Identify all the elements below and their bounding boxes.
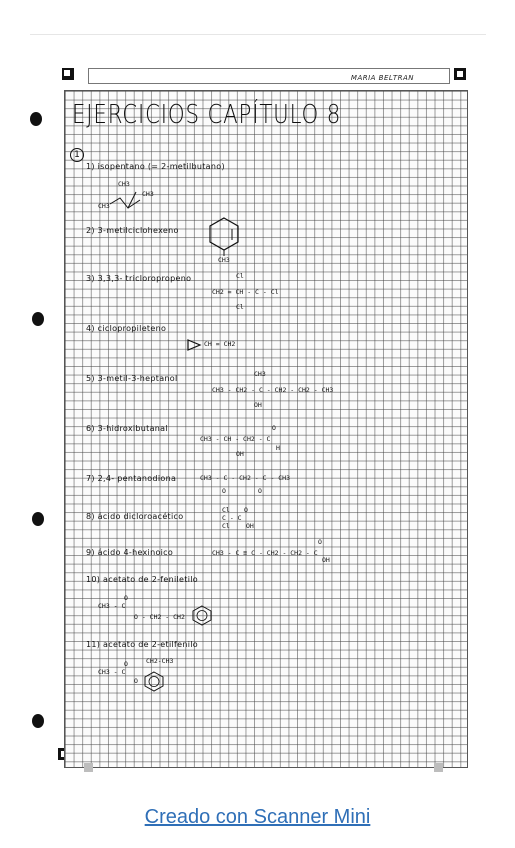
ex6-h: H	[276, 444, 280, 452]
ex8-main: C - C	[222, 514, 242, 522]
binder-hole	[30, 112, 42, 126]
ex11-o-bottom: O	[134, 677, 138, 685]
ex6-oh: OH	[236, 450, 244, 458]
binder-hole	[32, 714, 44, 728]
ex5-ch3-top: CH3	[254, 370, 266, 378]
ex1-ch3-top: CH3	[118, 180, 130, 188]
ex11-ethyl: CH2-CH3	[146, 657, 174, 665]
cyclopropane-ring	[186, 338, 204, 352]
corner-marker-top-right-icon	[454, 68, 466, 80]
exercise-1-label: 1) isopentano (= 2-metilbutano)	[86, 162, 225, 171]
footer-square-left	[84, 763, 93, 772]
created-with-scanner-mini-link[interactable]: Creado con Scanner Mini	[144, 806, 371, 828]
ex11-o-top: O	[124, 660, 128, 668]
binder-hole	[32, 312, 44, 326]
ex8-oh: OH	[246, 522, 254, 530]
ex10-chain: O - CH2 - CH2	[134, 613, 185, 621]
exercise-6-label: 6) 3-hidroxibutanal	[86, 424, 168, 433]
ex6-main: CH3 - CH - CH2 - C	[200, 435, 271, 443]
binder-hole	[32, 512, 44, 526]
exercise-9-label: 9) ácido 4-hexinoico	[86, 548, 174, 557]
ex7-o-right: O	[258, 487, 262, 495]
ex8-o: O	[244, 506, 248, 514]
exercise-10-label: 10) acetato de 2-feniletilo	[86, 575, 198, 584]
page-title: EJERCICIOS CAPÍTULO 8	[72, 100, 342, 130]
ex7-o-left: O	[222, 487, 226, 495]
ex9-o: O	[318, 538, 322, 546]
ex8-cl-top: Cl	[222, 506, 230, 514]
ex1-ch3-left: CH3	[98, 202, 110, 210]
footer-square-right	[434, 763, 443, 772]
exercise-8-label: 8) ácido dicloroacético	[86, 512, 184, 521]
top-divider	[30, 34, 486, 35]
ex10-benzene-ring	[190, 604, 214, 626]
ex2-ch3: CH3	[218, 256, 230, 264]
exercise-3-label: 3) 3,3,3- tricloropropeno	[86, 274, 192, 283]
ex4-vinyl: CH = CH2	[204, 340, 236, 348]
ex3-main: CH2 = CH - C - Cl	[212, 288, 279, 296]
exercise-2-label: 2) 3-metilciclohexeno	[86, 226, 179, 235]
ex10-ch3c: CH3 - C	[98, 602, 126, 610]
ex10-o: O	[124, 594, 128, 602]
methylcyclohexene-ring	[204, 214, 244, 258]
ex5-oh: OH	[254, 401, 262, 409]
ex6-o: O	[272, 424, 276, 432]
exercise-5-label: 5) 3-metil-3-heptanol	[86, 374, 178, 383]
ex9-oh: OH	[322, 556, 330, 564]
ex3-cl-top: Cl	[236, 272, 244, 280]
exercise-11-label: 11) acetato de 2-etilfenilo	[86, 640, 198, 649]
exercise-4-label: 4) ciclopropileteno	[86, 324, 167, 333]
ex11-benzene-ring	[142, 670, 166, 692]
ex3-cl-bottom: Cl	[236, 303, 244, 311]
ex7-main: CH3 - C - CH2 - C - CH3	[200, 474, 291, 482]
ex1-ch3-right: CH3	[142, 190, 154, 198]
corner-marker-top-left-icon	[62, 68, 74, 80]
ex9-main: CH3 - C ≡ C - CH2 - CH2 - C	[212, 549, 318, 557]
section-number: 1	[70, 148, 84, 162]
ex11-ch3c: CH3 - C	[98, 668, 126, 676]
exercise-7-label: 7) 2,4- pentanodiona	[86, 474, 177, 483]
ex5-main: CH3 - CH2 - C - CH2 - CH2 - CH3	[212, 386, 334, 394]
author-name: MARIA BELTRAN	[350, 74, 414, 82]
ex8-cl-bottom: Cl	[222, 522, 230, 530]
